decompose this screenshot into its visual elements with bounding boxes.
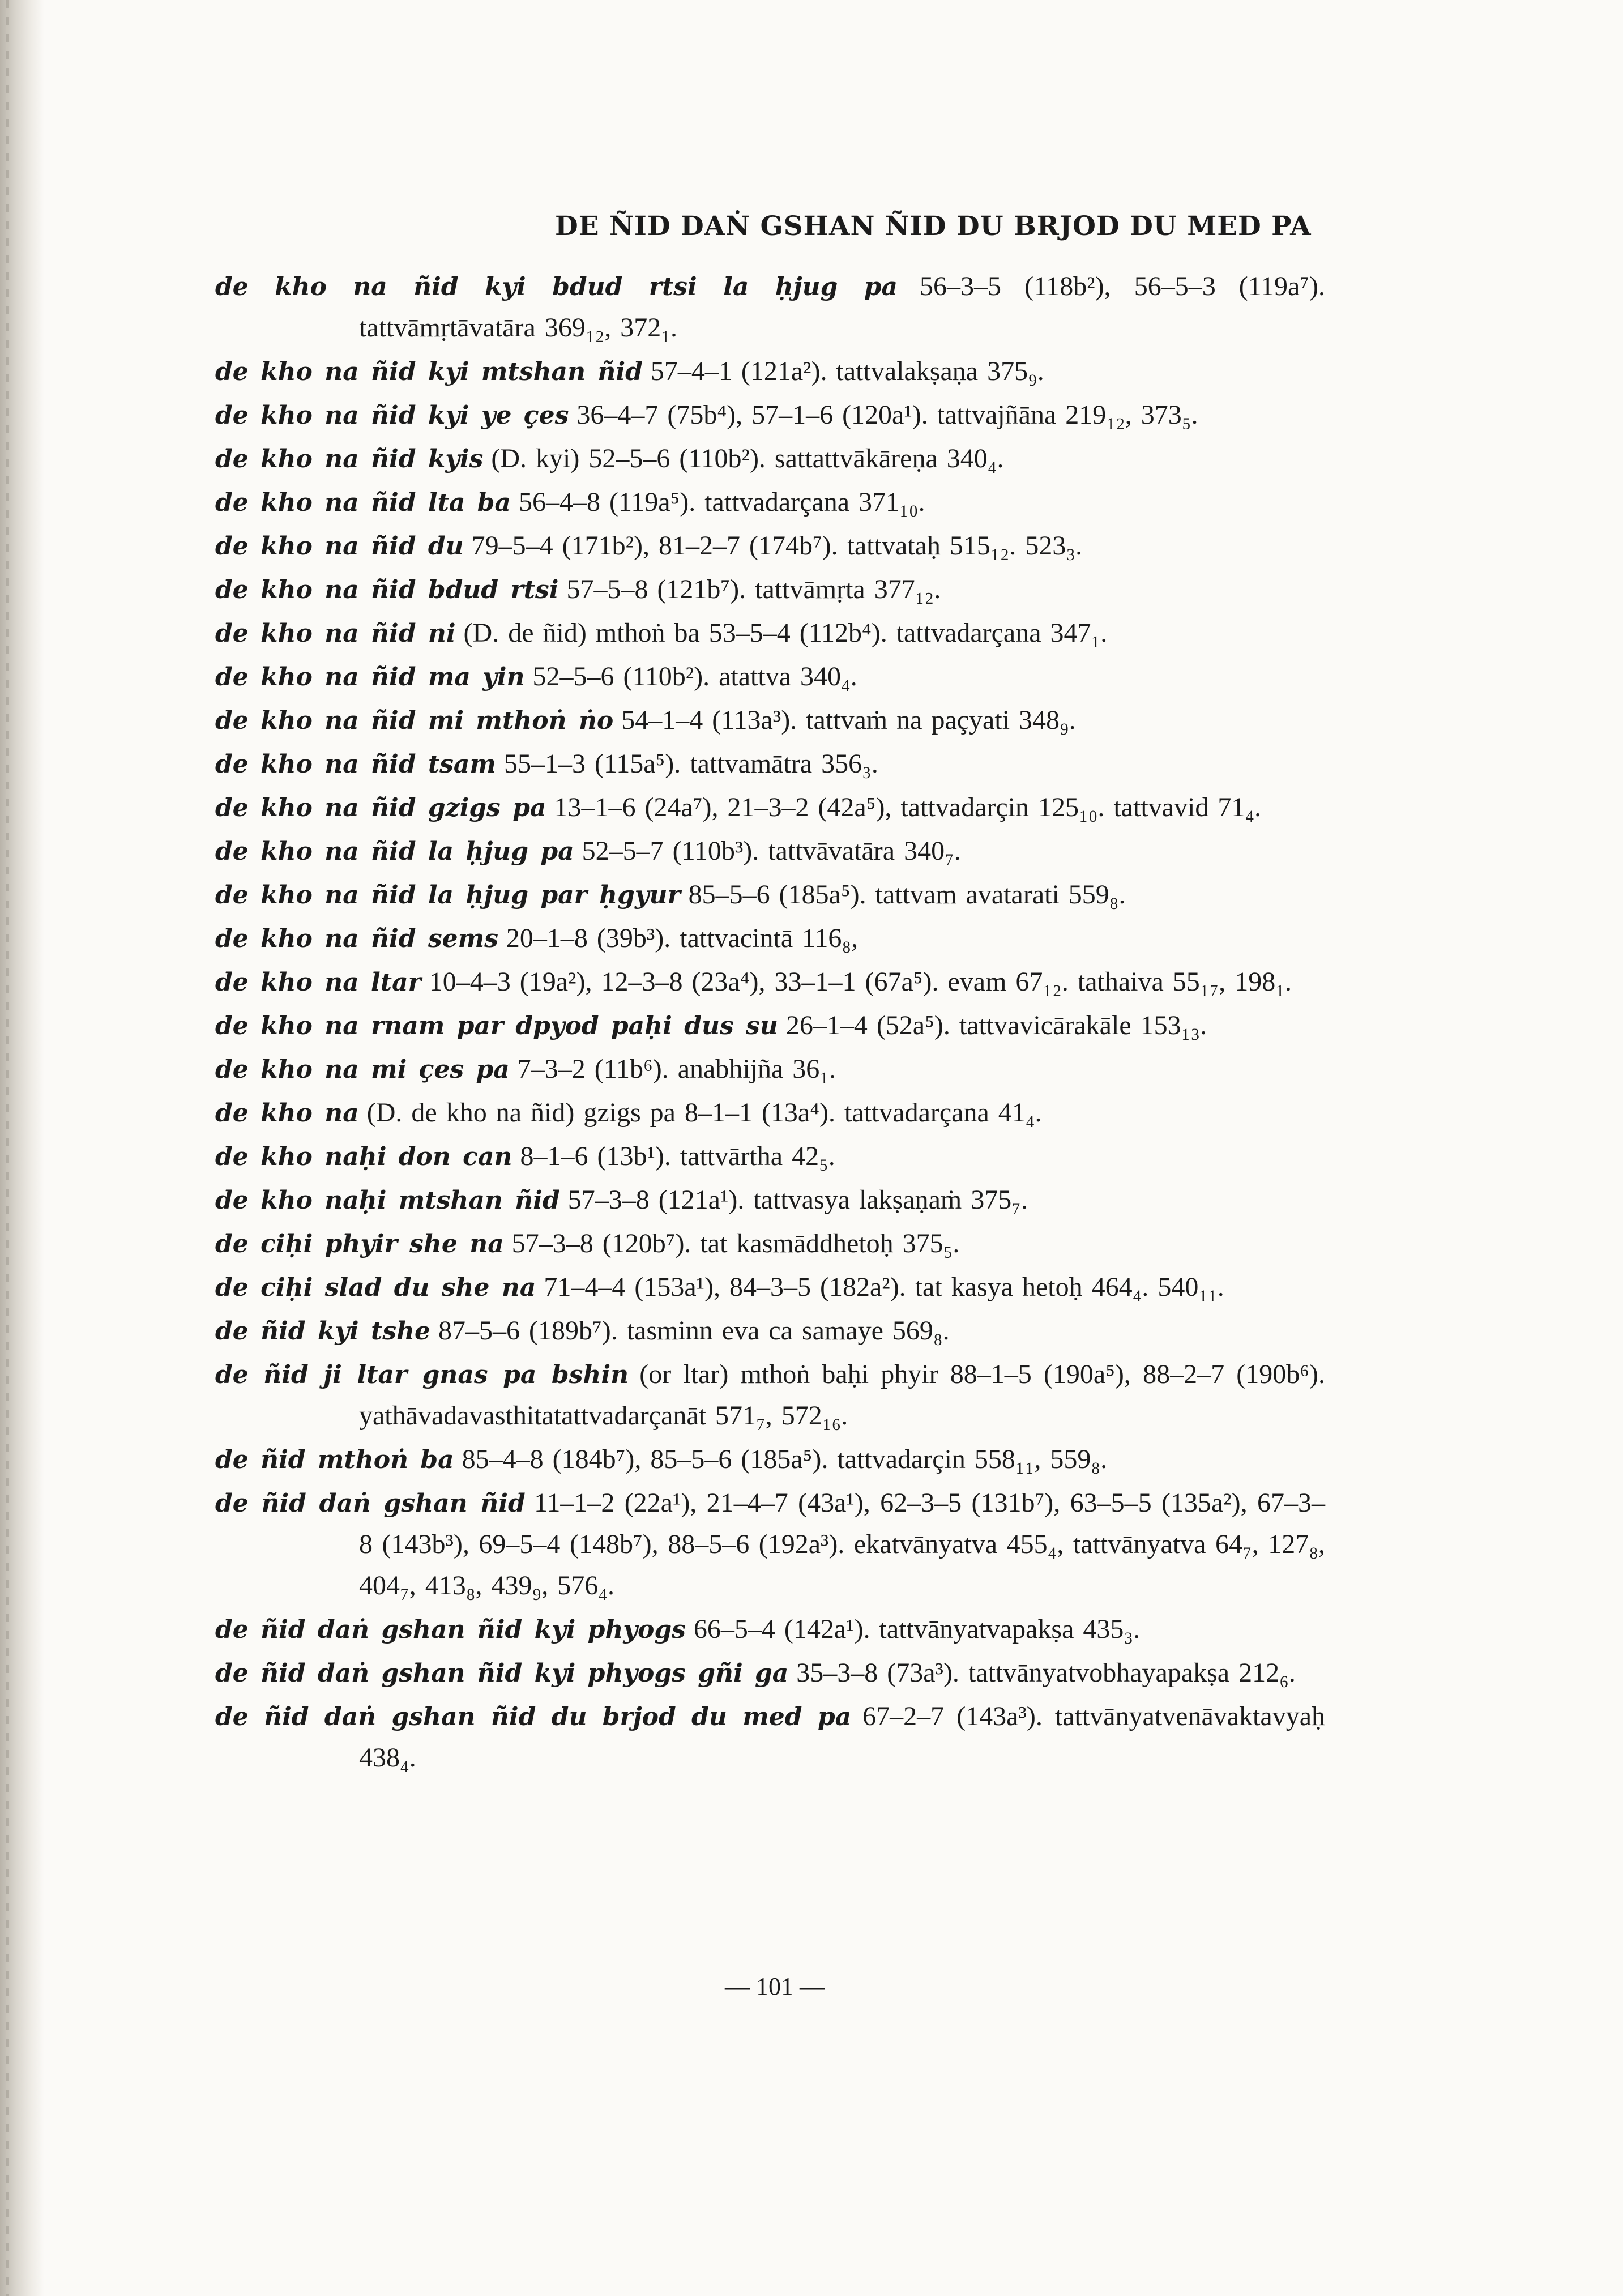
index-entry [215,1092,1325,1134]
entry-reference: 8–1–6 (13b¹). tattvārtha 42₅. [520,1141,835,1171]
tibetan-term: de kho na ñid kyis [215,445,484,473]
tibetan-term: de ñid kyi tshe [215,1317,431,1346]
entry-reference: 55–1–3 (115a⁵). tattvamātra 356₃. [504,749,878,779]
tibetan-term: de ñid daṅ gshan ñid kyi phyogs [215,1615,686,1644]
tibetan-term: de kho na ñid ma yin [215,663,525,692]
index-entry [215,1223,1325,1265]
book-spine-shadow [0,0,44,2296]
page-number: — 101 — [725,1973,825,2000]
index-entry [215,1439,1325,1480]
entry-reference: (or ltar) mthoṅ baḥi phyir 88–1–5 (190a⁵), 88–2–7 (190b⁶). yathāvadavasthitatattvadarçanāt 571₇, 572₁₆. [359,1359,1325,1431]
index-entry [215,569,1325,611]
tibetan-term: de kho na ñid kyi mtshan ñid [215,357,643,386]
index-entry [215,1267,1325,1308]
index-entry [215,395,1325,436]
tibetan-term: de kho na [215,1099,359,1128]
tibetan-term: de ñid ji ltar gnas pa bshin [215,1360,629,1389]
entry-reference: 67–2–7 (143a³). tattvānyatvenāvaktavyaḥ 438₄. [359,1701,1325,1773]
entry-reference: (D. de ñid) mthoṅ ba 53–5–4 (112b⁴). tattvadarçana 347₁. [463,618,1108,648]
entry-reference: 26–1–4 (52a⁵). tattvavicārakāle 153₁₃. [785,1010,1207,1040]
index-entry [215,1653,1325,1694]
entry-reference: 54–1–4 (113a³). tattvaṁ na paçyati 348₉. [621,705,1076,735]
index-entry [215,874,1325,916]
entry-reference: 79–5–4 (171b²), 81–2–7 (174b⁷). tattvataḥ 515₁₂. 523₃. [471,531,1083,561]
tibetan-term: de kho na ñid la ḥjug pa [215,837,574,866]
index-entry [215,526,1325,567]
tibetan-term: de ciḥi slad du she na [215,1273,536,1302]
index-entry [215,351,1325,392]
tibetan-term: de kho na rnam par dpyod paḥi dus su [215,1012,778,1040]
index-entry [215,787,1325,829]
entry-reference: 56–4–8 (119a⁵). tattvadarçana 371₁₀. [518,487,925,517]
entry-reference: 85–5–6 (185a⁵). tattvam avatarati 559₈. [688,880,1126,910]
index-entry [215,1180,1325,1221]
entry-reference: 85–4–8 (184b⁷), 85–5–6 (185a⁵). tattvadarçin 558₁₁, 559₈. [462,1444,1108,1474]
index-entry [215,613,1325,654]
tibetan-term: de ñid daṅ gshan ñid du brjod du med pa [215,1702,852,1731]
tibetan-term: de kho na ñid gzigs pa [215,793,546,822]
index-entry [215,1005,1325,1047]
tibetan-term: de kho na ñid tsam [215,750,496,779]
entry-reference: 71–4–4 (153a¹), 84–3–5 (182a²). tat kasya hetoḥ 464₄. 540₁₁. [544,1272,1224,1302]
entry-reference: 36–4–7 (75b⁴), 57–1–6 (120a¹). tattvajñāna 219₁₂, 373₅. [576,400,1198,430]
index-entry [215,1136,1325,1177]
index-entry [215,1609,1325,1650]
index-entry [215,438,1325,480]
tibetan-term: de ñid mthoṅ ba [215,1445,454,1474]
entry-reference: 57–3–8 (121a¹). tattvasya lakṣaṇaṁ 375₇. [567,1185,1028,1215]
entry-reference: 20–1–8 (39b³). tattvacintā 116₈, [506,923,859,953]
index-entry [215,482,1325,523]
entry-reference: (D. de kho na ñid) gzigs pa 8–1–1 (13a⁴). tattvadarçana 41₄. [366,1098,1042,1128]
index-entry [215,918,1325,959]
index-entry-list [215,266,1325,1781]
entry-reference: 13–1–6 (24a⁷), 21–3–2 (42a⁵), tattvadarçin 125₁₀. tattvavid 71₄. [554,792,1262,822]
entry-reference: 10–4–3 (19a²), 12–3–8 (23a⁴), 33–1–1 (67a⁵). evam 67₁₂. tathaiva 55₁₇, 198₁. [429,967,1292,997]
tibetan-term: de kho na ñid kyi bdud rtsi la ḥjug pa [215,272,898,301]
tibetan-term: de ñid daṅ gshan ñid kyi phyogs gñi ga [215,1659,789,1688]
tibetan-term: de ñid daṅ gshan ñid [215,1489,526,1518]
index-entry [215,962,1325,1003]
entry-reference: 52–5–7 (110b³). tattvāvatāra 340₇. [582,836,961,866]
entry-reference: 52–5–6 (110b²). atattva 340₄. [532,662,857,692]
tibetan-term: de kho naḥi mtshan ñid [215,1186,560,1215]
entry-reference: 66–5–4 (142a¹). tattvānyatvapakṣa 435₃. [693,1614,1141,1644]
entry-reference: 57–3–8 (120b⁷). tat kasmāddhetoḥ 375₅. [511,1228,960,1258]
index-entry [215,1354,1325,1437]
index-entry [215,1483,1325,1607]
entry-reference: 35–3–8 (73a³). tattvānyatvobhayapakṣa 212₆. [796,1658,1296,1688]
entry-reference: 11–1–2 (22a¹), 21–4–7 (43a¹), 62–3–5 (131b⁷), 63–5–5 (135a²), 67–3–8 (143b³), 69–5–4 (148b⁷), 88–5–6 (192a³). ekatvānyatva 455₄, tattvānyatva 64₇, 127₈, 404₇, 413₈, 439₉, 576₄. [359,1488,1325,1601]
index-entry [215,656,1325,698]
running-header: DE ÑID DAṄ GSHAN ÑID DU BRJOD DU MED PA [555,211,1312,242]
tibetan-term: de kho na ñid la ḥjug par ḥgyur [215,881,681,910]
entry-reference: 57–5–8 (121b⁷). tattvāmṛta 377₁₂. [566,574,941,604]
index-entry [215,700,1325,741]
entry-reference: 56–3–5 (118b²), 56–5–3 (119a⁷). tattvāmṛtāvatāra 369₁₂, 372₁. [359,271,1325,343]
index-entry [215,744,1325,785]
index-entry [215,266,1325,349]
tibetan-term: de kho na ñid du [215,532,464,561]
tibetan-term: de kho na mi çes pa [215,1055,510,1084]
tibetan-term: de ciḥi phyir she na [215,1230,504,1258]
tibetan-term: de kho na ñid mi mthoṅ ṅo [215,706,614,735]
tibetan-term: de kho na ñid bdud rtsi [215,575,559,604]
tibetan-term: de kho na ltar [215,968,421,997]
index-entry [215,1311,1325,1352]
entry-reference: 87–5–6 (189b⁷). tasminn eva ca samaye 569₈. [438,1316,950,1346]
tibetan-term: de kho na ñid ni [215,619,456,648]
index-entry [215,831,1325,872]
entry-reference: (D. kyi) 52–5–6 (110b²). sattattvākāreṇa 340₄. [491,443,1004,473]
tibetan-term: de kho naḥi don can [215,1142,512,1171]
index-entry [215,1049,1325,1090]
tibetan-term: de kho na ñid kyi ye çes [215,401,569,430]
index-entry [215,1696,1325,1779]
tibetan-term: de kho na ñid sems [215,924,498,953]
entry-reference: 57–4–1 (121a²). tattvalakṣaṇa 375₉. [650,356,1044,386]
entry-reference: 7–3–2 (11b⁶). anabhijña 36₁. [517,1054,836,1084]
tibetan-term: de kho na ñid lta ba [215,488,511,517]
